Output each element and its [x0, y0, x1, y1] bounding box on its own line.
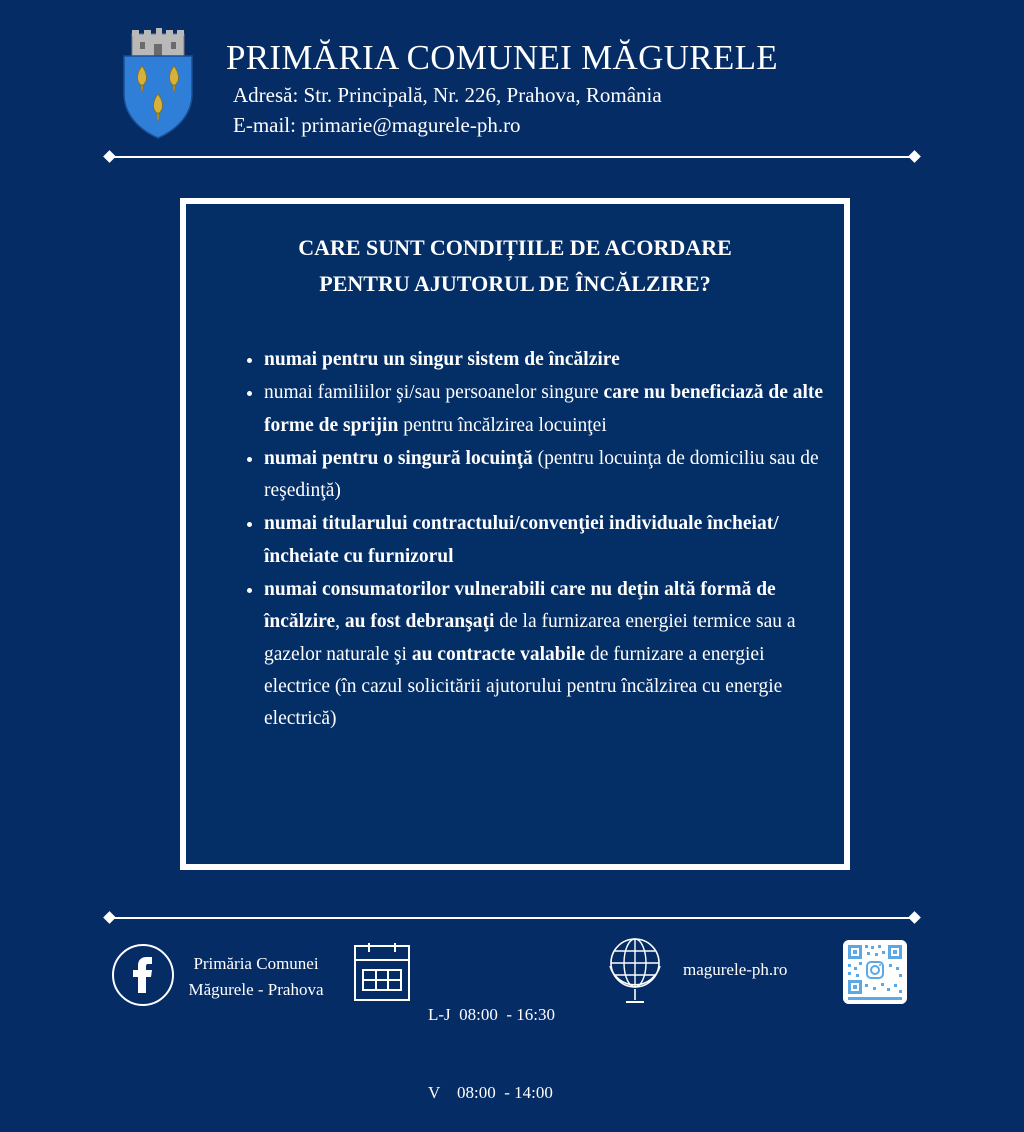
globe-icon — [606, 936, 664, 1006]
page-title: PRIMĂRIA COMUNEI MĂGURELE — [226, 38, 778, 77]
conditions-list — [244, 343, 824, 736]
condition-text: pentru încălzirea locuinţei — [398, 414, 607, 436]
condition-text-bold: care nu beneficiază de alte forme de sprijin — [264, 382, 824, 436]
condition-text-bold: au fost debranşaţi — [344, 611, 495, 633]
facebook-line1: Primăria Comunei — [193, 954, 319, 973]
condition-item — [264, 343, 824, 376]
facebook-icon[interactable] — [112, 944, 174, 1006]
hours-fri: V 08:00 - 14:00 — [428, 1083, 553, 1102]
facebook-page-name — [182, 951, 330, 1003]
calendar-icon — [353, 942, 411, 1002]
condition-text: , — [335, 611, 345, 633]
condition-item — [264, 442, 824, 508]
condition-item — [264, 573, 824, 735]
email-text: E-mail: primarie@magurele-ph.ro — [233, 113, 521, 137]
address-text: Adresă: Str. Principală, Nr. 226, Prahova, România — [233, 83, 662, 107]
condition-text-bold: numai pentru un singur sistem de încălzire — [264, 349, 620, 370]
condition-item — [264, 376, 824, 442]
condition-text: numai familiilor şi/sau persoanelor singure — [264, 382, 604, 404]
condition-item — [264, 507, 824, 573]
qr-code[interactable] — [843, 940, 907, 1004]
crest-logo — [120, 28, 196, 140]
facebook-line2: Măgurele - Prahova — [188, 980, 324, 999]
website-link[interactable]: magurele-ph.ro — [683, 960, 788, 979]
condition-text-bold: au contracte valabile — [411, 643, 586, 665]
conditions-card — [180, 198, 850, 870]
condition-text-bold: numai consumatorilor vulnerabili care nu deţin altă formă de încălzire — [264, 579, 776, 633]
card-title — [186, 230, 844, 302]
condition-text-bold: numai titularului contractului/convenţiei individuale încheiat/încheiate cu furnizorul — [264, 513, 779, 567]
card-title-line1: CARE SUNT CONDIȚIILE DE ACORDARE — [298, 235, 732, 260]
bottom-divider — [104, 911, 920, 925]
card-title-line2: PENTRU AJUTORUL DE ÎNCĂLZIRE? — [319, 271, 711, 296]
condition-text: de la furnizarea energiei termice sau a gazelor naturale şi — [264, 611, 796, 665]
hours-mon-thu: L-J 08:00 - 16:30 — [428, 1005, 556, 1024]
condition-text: de furnizare a energiei electrice (în cazul solicitării ajutorului pentru încălzirea cu energie electrică) — [264, 643, 783, 730]
condition-text-bold: numai pentru o singură locuinţă — [264, 447, 533, 469]
opening-hours — [428, 950, 555, 1132]
top-divider — [104, 150, 920, 164]
condition-text: (pentru locuinţa de domiciliu sau de reşedinţă) — [264, 447, 819, 502]
